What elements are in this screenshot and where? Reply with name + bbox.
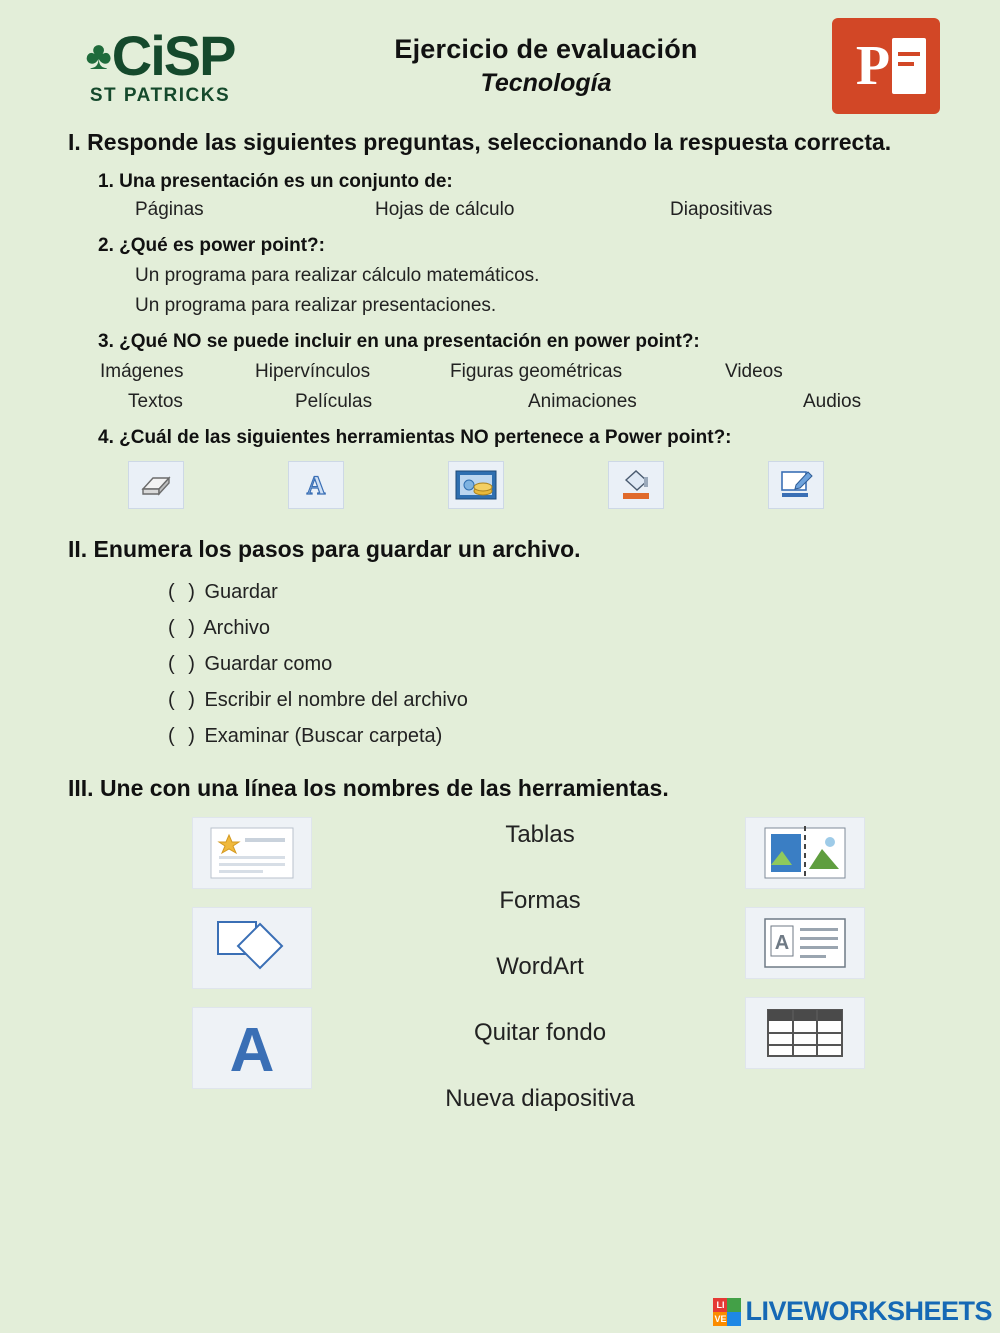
liveworksheets-badge-icon	[713, 1298, 741, 1326]
list-item-label: Examinar (Buscar carpeta)	[204, 724, 443, 747]
text-box-icon[interactable]	[745, 907, 865, 979]
answer-blank[interactable]: ( )	[168, 724, 199, 747]
liveworksheets-brand: LIVEWORKSHEETS	[745, 1296, 992, 1326]
list-item-label: Guardar como	[204, 652, 333, 675]
liveworksheets-footer	[713, 1296, 992, 1327]
svg-text:A: A	[229, 1016, 275, 1082]
remove-background-icon[interactable]	[745, 817, 865, 889]
list-item[interactable]	[168, 689, 960, 712]
match-word-wordart[interactable]: WordArt	[496, 953, 584, 981]
option-paginas[interactable]: Páginas	[135, 199, 204, 221]
option-diapositivas[interactable]: Diapositivas	[670, 199, 773, 221]
list-item[interactable]	[168, 581, 960, 604]
page-title	[260, 34, 832, 98]
matching-exercise	[40, 817, 960, 1117]
answer-blank[interactable]: ( )	[168, 688, 199, 711]
svg-text:A: A	[306, 471, 326, 501]
section-3-heading: III. Une con una línea los nombres de las herramientas.	[68, 774, 669, 801]
option-hojas-calculo[interactable]: Hojas de cálculo	[375, 199, 515, 221]
clover-icon: ♣	[85, 33, 110, 78]
new-slide-icon[interactable]	[192, 817, 312, 889]
question-3-text: 3. ¿Qué NO se puede incluir en una presentación en power point?:	[98, 331, 700, 353]
option-peliculas[interactable]: Películas	[295, 391, 373, 413]
list-item[interactable]	[168, 617, 960, 640]
school-logo	[60, 23, 260, 106]
option-videos[interactable]: Videos	[725, 361, 783, 383]
powerpoint-icon	[832, 18, 940, 114]
option-hipervinculos[interactable]: Hipervínculos	[255, 361, 371, 383]
steps-list	[168, 581, 960, 748]
eraser-icon[interactable]	[128, 461, 184, 509]
edit-pencil-icon[interactable]	[768, 461, 824, 509]
logo-sub-text: ST PATRICKS	[89, 84, 231, 106]
answer-blank[interactable]: ( )	[168, 580, 199, 603]
title-primary: Ejercicio de evaluación	[394, 34, 698, 64]
question-3-options-row-1	[100, 361, 960, 383]
match-word-tablas[interactable]: Tablas	[505, 821, 575, 849]
powerpoint-letter: P	[855, 35, 891, 97]
svg-text:A: A	[774, 932, 790, 955]
list-item[interactable]	[168, 653, 960, 676]
powerpoint-slide-glyph	[892, 38, 926, 94]
title-secondary: Tecnología	[480, 69, 612, 97]
matching-word-column	[370, 821, 710, 1151]
question-2-text: 2. ¿Qué es power point?:	[98, 235, 325, 257]
list-item-label: Escribir el nombre del archivo	[204, 688, 468, 711]
option-programa-calculo[interactable]: Un programa para realizar cálculo matemáticos.	[135, 265, 540, 287]
section-1-heading: I. Responde las siguientes preguntas, seleccionando la respuesta correcta.	[68, 129, 892, 155]
option-programa-presentaciones[interactable]: Un programa para realizar presentaciones.	[135, 295, 497, 317]
table-icon[interactable]	[745, 997, 865, 1069]
answer-blank[interactable]: ( )	[168, 652, 199, 675]
section-2-heading: II. Enumera los pasos para guardar un archivo.	[68, 536, 581, 563]
matching-right-column	[745, 817, 865, 1087]
option-imagenes[interactable]: Imágenes	[100, 361, 184, 383]
answer-blank[interactable]: ( )	[168, 616, 199, 639]
badge-li: LI	[713, 1298, 727, 1312]
shapes-icon[interactable]	[192, 907, 312, 989]
option-audios[interactable]: Audios	[803, 391, 862, 413]
question-4-icon-options	[128, 461, 960, 509]
list-item-label: Archivo	[203, 616, 271, 639]
badge-ve: VE	[714, 1313, 727, 1324]
match-word-formas[interactable]: Formas	[499, 887, 581, 915]
wordart-a-icon[interactable]	[288, 461, 344, 509]
list-item[interactable]	[168, 725, 960, 748]
match-word-quitar-fondo[interactable]: Quitar fondo	[473, 1019, 607, 1047]
match-word-nueva-diapositiva[interactable]: Nueva diapositiva	[445, 1085, 635, 1113]
option-figuras-geometricas[interactable]: Figuras geométricas	[450, 361, 623, 383]
question-3-options-row-2	[100, 391, 960, 413]
question-1-options	[135, 199, 960, 221]
fill-color-icon[interactable]	[608, 461, 664, 509]
option-textos[interactable]: Textos	[128, 391, 183, 413]
question-1-text: 1. Una presentación es un conjunto de:	[98, 171, 453, 193]
money-image-icon[interactable]	[448, 461, 504, 509]
question-4-text: 4. ¿Cuál de las siguientes herramientas NO pertenece a Power point?:	[98, 427, 732, 449]
list-item-label: Guardar	[204, 580, 278, 603]
logo-main-text: CiSP	[111, 23, 235, 87]
matching-left-column	[192, 817, 312, 1107]
logo-wordmark	[85, 23, 235, 87]
option-animaciones[interactable]: Animaciones	[528, 391, 637, 413]
page-header	[40, 0, 960, 120]
wordart-icon[interactable]	[192, 1007, 312, 1089]
